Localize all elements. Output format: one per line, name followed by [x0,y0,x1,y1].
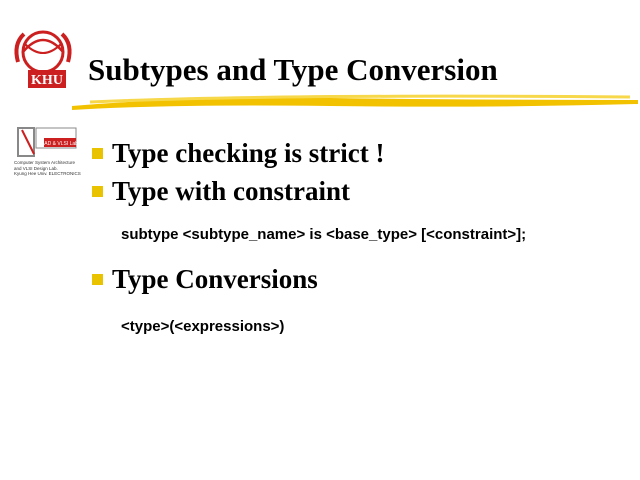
khu-logo-text: KHU [31,73,63,88]
code-line-subtype: subtype <subtype_name> is <base_type> [<constraint>]; [121,226,527,243]
bullet-item [92,138,384,169]
lab-caption-line: Kyung Hee Univ. ELECTRONICS [14,171,81,176]
bullet-square-icon [92,186,103,197]
bullet-text: Type Conversions [112,264,318,294]
khu-logo [8,22,78,94]
slide-title: Subtypes and Type Conversion [88,52,498,87]
bullet-square-icon [92,148,103,159]
bullet-item [92,176,350,207]
lab-caption-line: and VLSI Design Lab. [14,165,58,171]
bullet-square-icon [92,274,103,285]
title-underline-stroke [70,88,640,114]
bullet-item [92,264,318,295]
bullet-text: Type checking is strict ! [112,138,385,168]
lab-badge-text: CAD & VLSI Lab. [40,141,80,147]
lab-caption [14,160,84,177]
code-line-conversion: <type>(<expressions>) [121,318,285,335]
bullet-text: Type with constraint [112,176,351,206]
lab-caption-line: Computer System Architecture [14,160,76,165]
